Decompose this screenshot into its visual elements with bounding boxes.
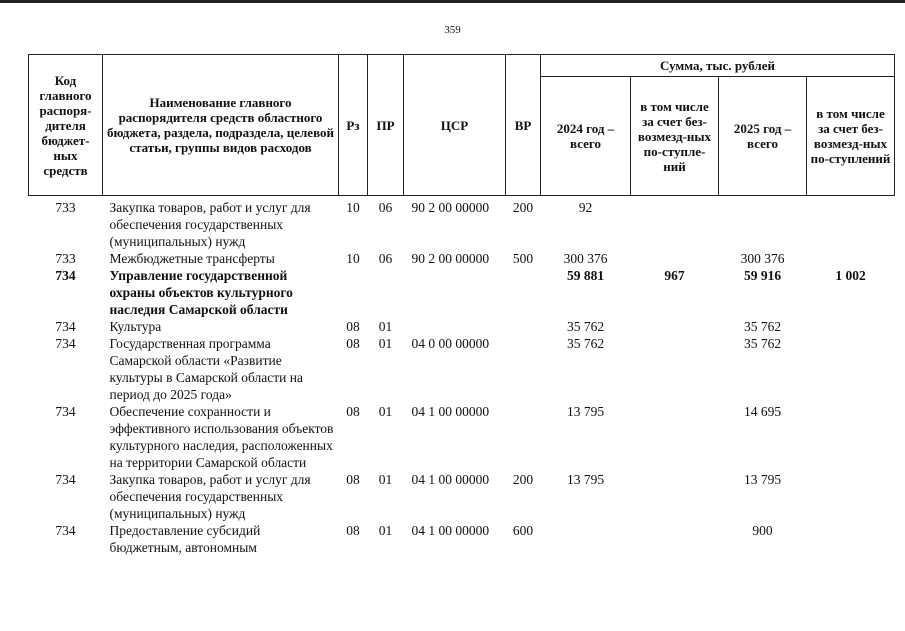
cell-2025-free xyxy=(807,335,895,403)
cell-name: Управление государственной охраны объектов культурного наследия Самарской области xyxy=(109,268,293,317)
cell-2025-free xyxy=(807,471,895,522)
cell-csr: 90 2 00 00000 xyxy=(411,200,490,215)
header-rz: Рз xyxy=(339,55,368,196)
cell-name: Государственная программа Самарской области «Развитие культуры в Самарской области на период до 2025 года» xyxy=(109,336,303,402)
cell-csr: 04 1 00 00000 xyxy=(411,404,490,419)
cell-vr: 200 xyxy=(512,472,534,487)
cell-csr: 04 1 00 00000 xyxy=(411,523,490,538)
cell-rz: 08 xyxy=(346,319,360,334)
cell-pr: 01 xyxy=(378,472,393,487)
cell-name: Предоставление субсидий бюджетным, автономным xyxy=(109,523,261,555)
cell-csr: 90 2 00 00000 xyxy=(411,251,490,266)
cell-rz xyxy=(339,267,368,318)
cell-2025-free xyxy=(807,318,895,335)
cell-2024-free xyxy=(631,335,719,403)
table-row xyxy=(29,403,895,471)
cell-rz: 08 xyxy=(346,404,360,419)
cell-name: Культура xyxy=(109,319,162,334)
table-row xyxy=(29,196,895,251)
cell-name: Закупка товаров, работ и услуг для обеспечения государственных (муниципальных) нужд xyxy=(109,472,311,521)
cell-csr xyxy=(404,318,506,335)
cell-name: Закупка товаров, работ и услуг для обеспечения государственных (муниципальных) нужд xyxy=(109,200,311,249)
table-row xyxy=(29,335,895,403)
cell-vr xyxy=(506,335,541,403)
cell-rz: 08 xyxy=(346,523,360,538)
cell-code: 734 xyxy=(55,336,76,351)
cell-vr xyxy=(506,267,541,318)
cell-2025-total: 35 762 xyxy=(743,336,782,351)
cell-2025-total: 35 762 xyxy=(743,319,782,334)
table-row xyxy=(29,318,895,335)
cell-2025-total xyxy=(719,196,807,251)
cell-2024-free xyxy=(631,318,719,335)
cell-2024-free xyxy=(631,403,719,471)
cell-rz: 08 xyxy=(346,336,360,351)
cell-pr xyxy=(368,267,404,318)
cell-2025-total: 59 916 xyxy=(743,268,782,283)
cell-code: 734 xyxy=(55,268,76,283)
page-number: 359 xyxy=(444,24,461,36)
table-row xyxy=(29,471,895,522)
cell-2025-free xyxy=(807,522,895,556)
cell-csr: 04 0 00 00000 xyxy=(411,336,490,351)
cell-2024-total xyxy=(541,522,631,556)
cell-pr: 06 xyxy=(378,200,393,215)
cell-rz: 10 xyxy=(346,251,360,266)
cell-2024-total: 13 795 xyxy=(566,472,605,487)
cell-2024-total: 92 xyxy=(578,200,593,215)
cell-pr: 01 xyxy=(378,523,393,538)
cell-code: 733 xyxy=(55,200,76,215)
cell-2024-total: 35 762 xyxy=(566,319,605,334)
cell-csr: 04 1 00 00000 xyxy=(411,472,490,487)
header-2024-free: в том числе за счет без-возмезд-ных по-ступле-ний xyxy=(631,77,719,196)
cell-vr xyxy=(506,403,541,471)
cell-2025-total: 13 795 xyxy=(743,472,782,487)
header-2024-total: 2024 год – всего xyxy=(541,77,631,196)
cell-vr: 200 xyxy=(512,200,534,215)
cell-code: 734 xyxy=(55,523,76,538)
table-row xyxy=(29,522,895,556)
header-vr: ВР xyxy=(506,55,541,196)
cell-csr xyxy=(404,267,506,318)
cell-code: 734 xyxy=(55,472,76,487)
cell-2024-total: 35 762 xyxy=(566,336,605,351)
cell-name: Межбюджетные трансферты xyxy=(109,251,275,266)
cell-rz: 08 xyxy=(346,472,360,487)
header-pr: ПР xyxy=(368,55,404,196)
cell-2025-total: 900 xyxy=(752,523,773,538)
table-body xyxy=(29,196,895,557)
cell-pr: 01 xyxy=(378,319,393,334)
cell-2024-free xyxy=(631,250,719,267)
cell-2025-total: 14 695 xyxy=(743,404,782,419)
header-name: Наименование главного распорядителя средств областного бюджета, раздела, подраздела, целевой статьи, группы видов расходов xyxy=(103,55,339,196)
page-top-rule xyxy=(0,0,905,3)
header-code: Код главного распоря-дителя бюджет-ных средств xyxy=(29,55,103,196)
cell-2024-total: 300 376 xyxy=(563,251,608,266)
cell-2025-free xyxy=(807,196,895,251)
cell-vr xyxy=(506,318,541,335)
cell-code: 734 xyxy=(55,404,76,419)
cell-2024-free xyxy=(631,522,719,556)
cell-code: 733 xyxy=(55,251,76,266)
cell-rz: 10 xyxy=(346,200,360,215)
budget-table xyxy=(28,54,895,556)
cell-2024-free: 967 xyxy=(664,268,685,283)
cell-vr: 600 xyxy=(512,523,534,538)
cell-2024-total: 13 795 xyxy=(566,404,605,419)
cell-code: 734 xyxy=(55,319,76,334)
table-row xyxy=(29,250,895,267)
cell-2024-total: 59 881 xyxy=(566,268,605,283)
table-row xyxy=(29,267,895,318)
cell-2024-free xyxy=(631,471,719,522)
cell-2025-free xyxy=(807,250,895,267)
cell-vr: 500 xyxy=(512,251,534,266)
cell-2025-free: 1 002 xyxy=(835,268,866,283)
cell-2025-free xyxy=(807,403,895,471)
cell-2024-free xyxy=(631,196,719,251)
header-2025-free: в том числе за счет без-возмезд-ных по-ступлений xyxy=(807,77,895,196)
cell-pr: 06 xyxy=(378,251,393,266)
header-csr: ЦСР xyxy=(404,55,506,196)
header-sum-group: Сумма, тыс. рублей xyxy=(541,55,895,77)
cell-name: Обеспечение сохранности и эффективного использования объектов культурного наследия, расположенных на территории Самарской области xyxy=(109,404,334,470)
cell-pr: 01 xyxy=(378,336,393,351)
cell-2025-total: 300 376 xyxy=(740,251,785,266)
header-2025-total: 2025 год – всего xyxy=(719,77,807,196)
cell-pr: 01 xyxy=(378,404,393,419)
